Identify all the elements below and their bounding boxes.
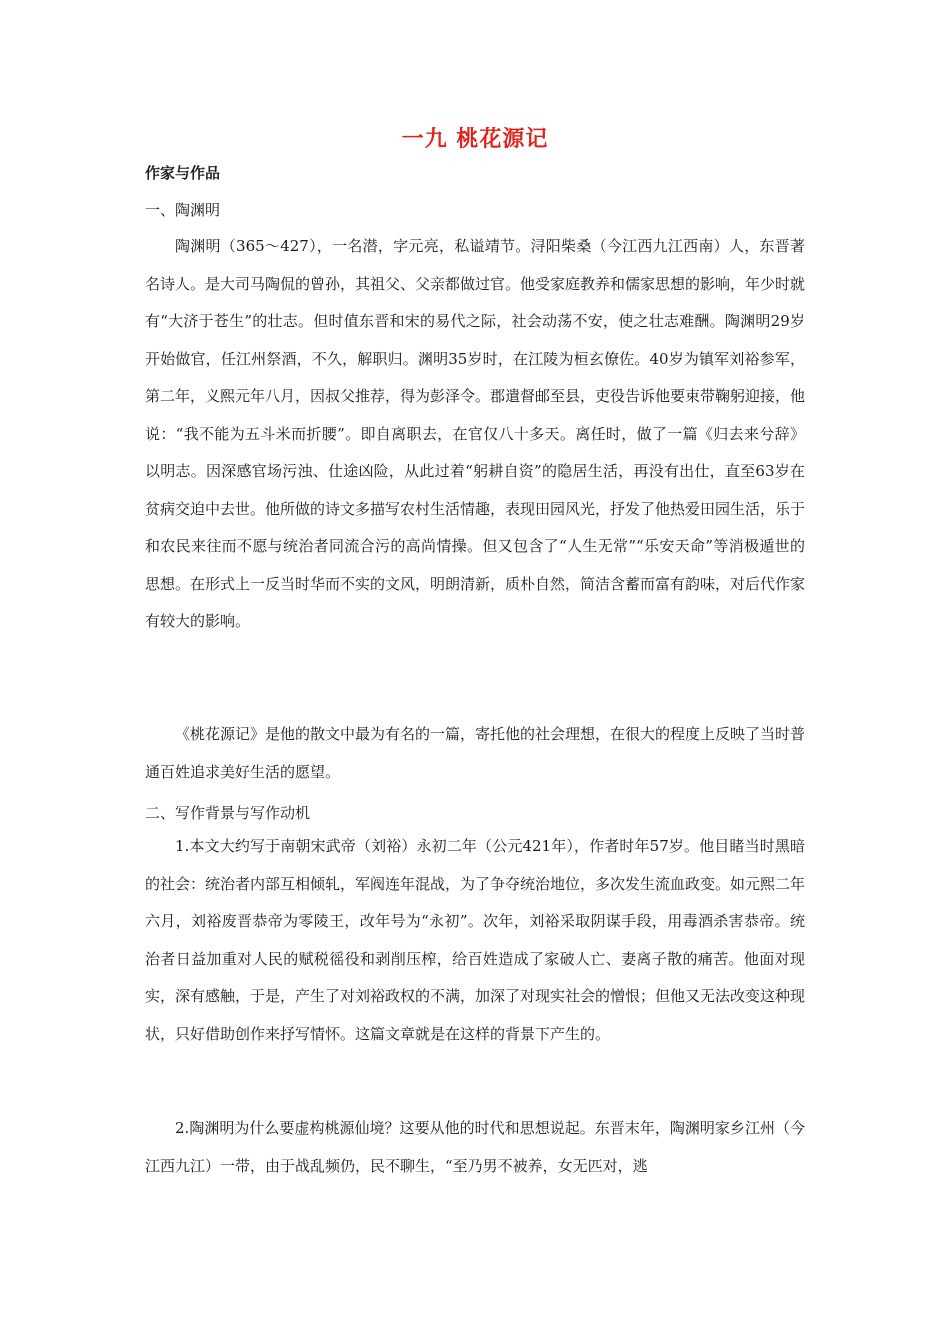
paragraph-background-1: 1.本文大约写于南朝宋武帝（刘裕）永初二年（公元421年），作者时年57岁。他目睹当时黑暗的社会：统治者内部互相倾轧，军阀连年混战，为了争夺统治地位，多次发生流血政变。如元熙二年六月，刘裕废晋恭帝为零陵王，改年号为“永初”。次年，刘裕采取阴谋手段，用毒酒杀害恭帝。统治者日益加重对人民的赋税徭役和剥削压榨，给百姓造成了家破人亡、妻离子散的痛苦。他面对现实，深有感触，于是，产生了对刘裕政权的不满，加深了对现实社会的憎恨；但他又无法改变这种现状，只好借助创作来抒写情怀。这篇文章就是在这样的背景下产生的。 [145, 837, 806, 1043]
subsection-heading-background: 二、写作背景与写作动机 [145, 804, 311, 822]
section-heading: 作家与作品 [145, 164, 221, 182]
paragraph-background-2: 2.陶渊明为什么要虚构桃源仙境？这要从他的时代和思想说起。东晋末年，陶渊明家乡江州（今江西九江）一带，由于战乱频仍，民不聊生，“至乃男不被养，女无匹对，逃 [145, 1119, 805, 1175]
paragraph-work-intro: 《桃花源记》是他的散文中最为有名的一篇，寄托他的社会理想，在很大的程度上反映了当时普通百姓追求美好生活的愿望。 [145, 725, 806, 781]
page-title: 一九 桃花源记 [401, 127, 549, 152]
paragraph-author-bio: 陶渊明（365～427），一名潜，字元亮，私谥靖节。浔阳柴桑（今江西九江西南）人，东晋著名诗人。是大司马陶侃的曾孙，其祖父、父亲都做过官。他受家庭教养和儒家思想的影响，年少时就有“大济于苍生”的壮志。但时值东晋和宋的易代之际，社会动荡不安，使之壮志难酬。陶渊明29岁开始做官，任江州祭酒，不久，解职归。渊明35岁时，在江陵为桓玄僚佐。40岁为镇军刘裕参军，第二年，义熙元年八月，因叔父推荐，得为彭泽令。郡遣督邮至县，吏役告诉他要束带鞠躬迎接，他说：“我不能为五斗米而折腰”。即自离职去，在官仅八十多天。离任时，做了一篇《归去来兮辞》以明志。因深感官场污浊、仕途凶险，从此过着“躬耕自资”的隐居生活，再没有出仕，直至63岁在贫病交迫中去世。他所做的诗文多描写农村生活情趣，表现田园风光，抒发了他热爱田园生活，乐于和农民来往而不愿与统治者同流合污的高尚情操。但又包含了“人生无常”“乐安天命”等消极遁世的思想。在形式上一反当时华而不实的文风，明朗清新，质朴自然，简洁含蓄而富有韵味，对后代作家有较大的影响。 [145, 237, 806, 630]
subsection-heading-author: 一、陶渊明 [145, 201, 221, 219]
